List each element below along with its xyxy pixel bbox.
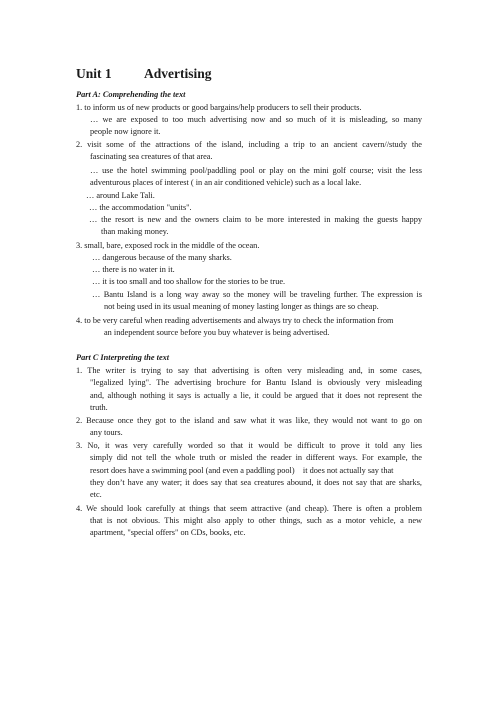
part-c-line: 3. No, it was very carefully worded so that it would be difficult to prove it told any lies [76,441,422,450]
part-a-line: 1. to inform us of new products or good bargains/help producers to sell their products. [76,103,362,112]
part-c-line: 1. The writer is trying to say that advertising is often very misleading and, in some cases, [76,366,422,375]
part-c-line: any tours. [90,428,123,437]
part-a-line: … use the hotel swimming pool/paddling pool or play on the mini golf course; visit the less [90,166,422,175]
part-c-line: "legalized lying". The advertising brochure for Bantu Island is obviously very misleading [90,378,422,387]
part-c-line: they don’t have any water; it does say that sea creatures abound, it does not say that are sharks, [90,478,422,487]
part-a-line: … Bantu Island is a long way away so the money will be traveling further. The expression is [92,290,422,299]
part-c-line: etc. [90,490,102,499]
part-a-line: 2. visit some of the attractions of the island, including a trip to an ancient cavern//study the [76,140,422,149]
part-a-line: people now ignore it. [90,127,161,136]
part-a-line: adventurous places of interest ( in an air conditioned vehicle) such as a local lake. [90,178,362,187]
part-a-line: … the resort is new and the owners claim to be more interested in making the guests happy [89,215,422,224]
part-c-heading: Part C Interpreting the text [76,353,170,362]
part-a-line: than making money. [101,227,169,236]
part-a-line: an independent source before you buy whatever is being advertised. [104,328,330,337]
part-c-line: resort does have a swimming pool (and even a paddling pool) it does not actually say that [90,466,394,475]
part-a-line: 3. small, bare, exposed rock in the middle of the ocean. [76,241,260,250]
part-a-heading: Part A: Comprehending the text [76,90,186,99]
unit-title [76,66,212,82]
part-a-line: … it is too small and too shallow for the stories to be true. [92,277,286,286]
part-c-line: simply did not tell the whole truth or misled the reader in different ways. For example, the [90,453,422,462]
part-c-line: that is not obvious. This might also apply to other things, such as a motor vehicle, a new [90,516,422,525]
unit-number: Unit 1 [76,66,112,81]
unit-name: Advertising [144,66,212,81]
part-a-line: … dangerous because of the many sharks. [92,253,232,262]
part-a-line: … the accommodation "units". [89,203,192,212]
part-a-line: … we are exposed to too much advertising now and so much of it is misleading, so many [90,115,422,124]
part-a-line: fascinating sea creatures of that area. [90,152,213,161]
part-c-line: apartment, "special offers" on CDs, books, etc. [90,528,246,537]
part-c-line: truth. [90,403,108,412]
part-c-line: 4. We should look carefully at things that seem attractive (and cheap). There is often a problem [76,504,422,513]
part-a-line: not being used in its usual meaning of money lasting longer as things are so cheap. [104,302,379,311]
part-a-line: … around Lake Tali. [86,191,155,200]
part-c-line: 2. Because once they got to the island and saw what it was like, they would not want to go on [76,416,422,425]
part-a-line: … there is no water in it. [92,265,175,274]
part-c-line: and, although nothing it says is actually a lie, it could be argued that it does not represent the [90,391,422,400]
part-a-line: 4. to be very careful when reading advertisements and always try to check the information from [76,316,394,325]
